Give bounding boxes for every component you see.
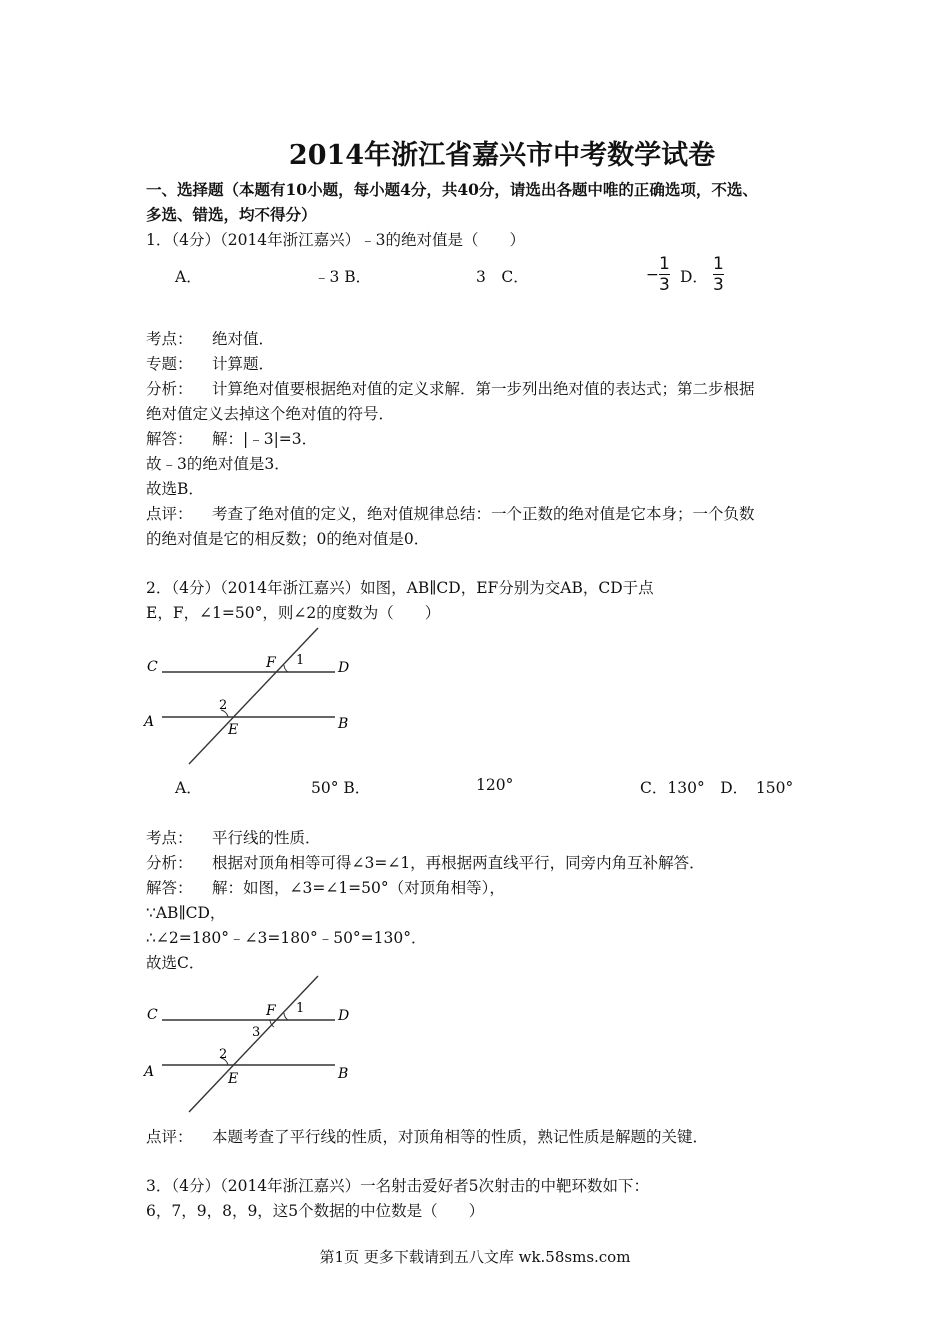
label-b: B	[338, 1066, 349, 1082]
denominator: 3	[713, 275, 724, 295]
q1-jieda: 解：|﹣3|=3．	[212, 430, 318, 448]
label-angle-2: 2	[219, 698, 228, 713]
q2-therefore: ∴∠2=180°﹣∠3=180°﹣50°=130°．	[146, 929, 427, 947]
q1-zhuanti-label: 专题：	[146, 355, 193, 373]
label-b: B	[338, 716, 349, 732]
q1-option-d: D．	[680, 268, 708, 286]
q1-fenxi-label: 分析：	[146, 380, 193, 398]
q1-kaodian-label: 考点：	[146, 330, 193, 348]
numerator: 1	[659, 254, 670, 274]
q1-fenxi-line1: 计算绝对值要根据绝对值的定义求解．第一步列出绝对值的表达式；第二步根据	[212, 380, 755, 398]
q1-option-d-value	[713, 255, 724, 294]
q2-because: ∵AB∥CD，	[146, 904, 226, 922]
label-angle-1: 1	[296, 1001, 305, 1016]
q2-dianping: 本题考查了平行线的性质，对顶角相等的性质，熟记性质是解题的关键．	[212, 1128, 709, 1146]
q2-stem-line2: E，F，∠1=50°，则∠2的度数为（ ）	[146, 604, 441, 622]
label-a: A	[144, 1064, 155, 1080]
q1-option-c: 3 C．	[476, 268, 529, 286]
q1-zhuanti: 计算题．	[212, 355, 275, 373]
q2-fenxi-label: 分析：	[146, 854, 193, 872]
numerator: 1	[713, 254, 724, 274]
minus-sign: −	[646, 265, 659, 284]
label-e: E	[228, 1071, 239, 1087]
fraction	[659, 255, 670, 294]
q2-jieda: 解：如图，∠3=∠1=50°（对顶角相等），	[212, 879, 505, 897]
q1-option-c-value	[646, 255, 670, 294]
q2-kaodian: 平行线的性质．	[212, 829, 321, 847]
label-f: F	[266, 655, 276, 671]
q1-jieda-label: 解答：	[146, 430, 193, 448]
q3-stem-line2: 6，7，9，8，9，这5个数据的中位数是（ ）	[146, 1202, 485, 1220]
label-angle-1: 1	[296, 653, 305, 668]
q1-option-a: A．	[175, 268, 202, 286]
label-angle-2: 2	[219, 1047, 228, 1062]
q2-option-b: 50° B．	[311, 779, 371, 797]
q1-kaodian: 绝对值．	[212, 330, 275, 348]
q1-answer: 故选B．	[146, 480, 204, 498]
label-c: C	[147, 1007, 158, 1023]
q1-stem: 1．（4分）（2014年浙江嘉兴）﹣3的绝对值是（ ）	[146, 231, 526, 249]
q2-kaodian-label: 考点：	[146, 829, 193, 847]
label-f: F	[266, 1003, 276, 1019]
q2-option-cd: C．130° D． 150°	[640, 779, 794, 797]
q1-dianping-label: 点评：	[146, 505, 193, 523]
q1-option-b: ﹣3 B．	[314, 268, 372, 286]
q2-option-a: A．	[175, 779, 202, 797]
q3-stem-line1: 3．（4分）（2014年浙江嘉兴）一名射击爱好者5次射击的中靶环数如下：	[146, 1177, 650, 1195]
q1-dianping-line2: 的绝对值是它的相反数；0的绝对值是0．	[146, 530, 430, 548]
page-footer: 第1页 更多下载请到五八文库 wk.58sms.com	[319, 1248, 631, 1266]
section-heading-line2: 多选、错选，均不得分）	[146, 205, 317, 224]
q1-dianping-line1: 考查了绝对值的定义，绝对值规律总结：一个正数的绝对值是它本身；一个负数	[212, 505, 755, 523]
label-e: E	[228, 722, 239, 738]
q2-answer: 故选C．	[146, 954, 205, 972]
denominator: 3	[659, 275, 670, 295]
q2-figure	[140, 624, 360, 769]
fraction	[713, 255, 724, 294]
q2-option-c-value: 120°	[476, 776, 514, 794]
q2-stem-line1: 2．（4分）（2014年浙江嘉兴）如图，AB∥CD，EF分别为交AB，CD于点	[146, 579, 654, 597]
label-d: D	[338, 1008, 350, 1024]
q2-fenxi: 根据对顶角相等可得∠3=∠1，再根据两直线平行，同旁内角互补解答．	[212, 854, 705, 872]
label-d: D	[338, 660, 350, 676]
label-c: C	[147, 659, 158, 675]
label-a: A	[144, 714, 155, 730]
q2-jieda-label: 解答：	[146, 879, 193, 897]
label-angle-3: 3	[252, 1025, 261, 1040]
page-title: 2014年浙江省嘉兴市中考数学试卷	[288, 140, 716, 171]
section-heading-line1: 一、选择题（本题有10小题，每小题4分，共40分，请选出各题中唯的正确选项，不选、	[146, 180, 758, 199]
q2-solution-figure	[140, 972, 360, 1117]
q1-fenxi-line2: 绝对值定义去掉这个绝对值的符号．	[146, 405, 395, 423]
q2-dianping-label: 点评：	[146, 1128, 193, 1146]
q1-conclusion: 故﹣3的绝对值是3．	[146, 455, 290, 473]
